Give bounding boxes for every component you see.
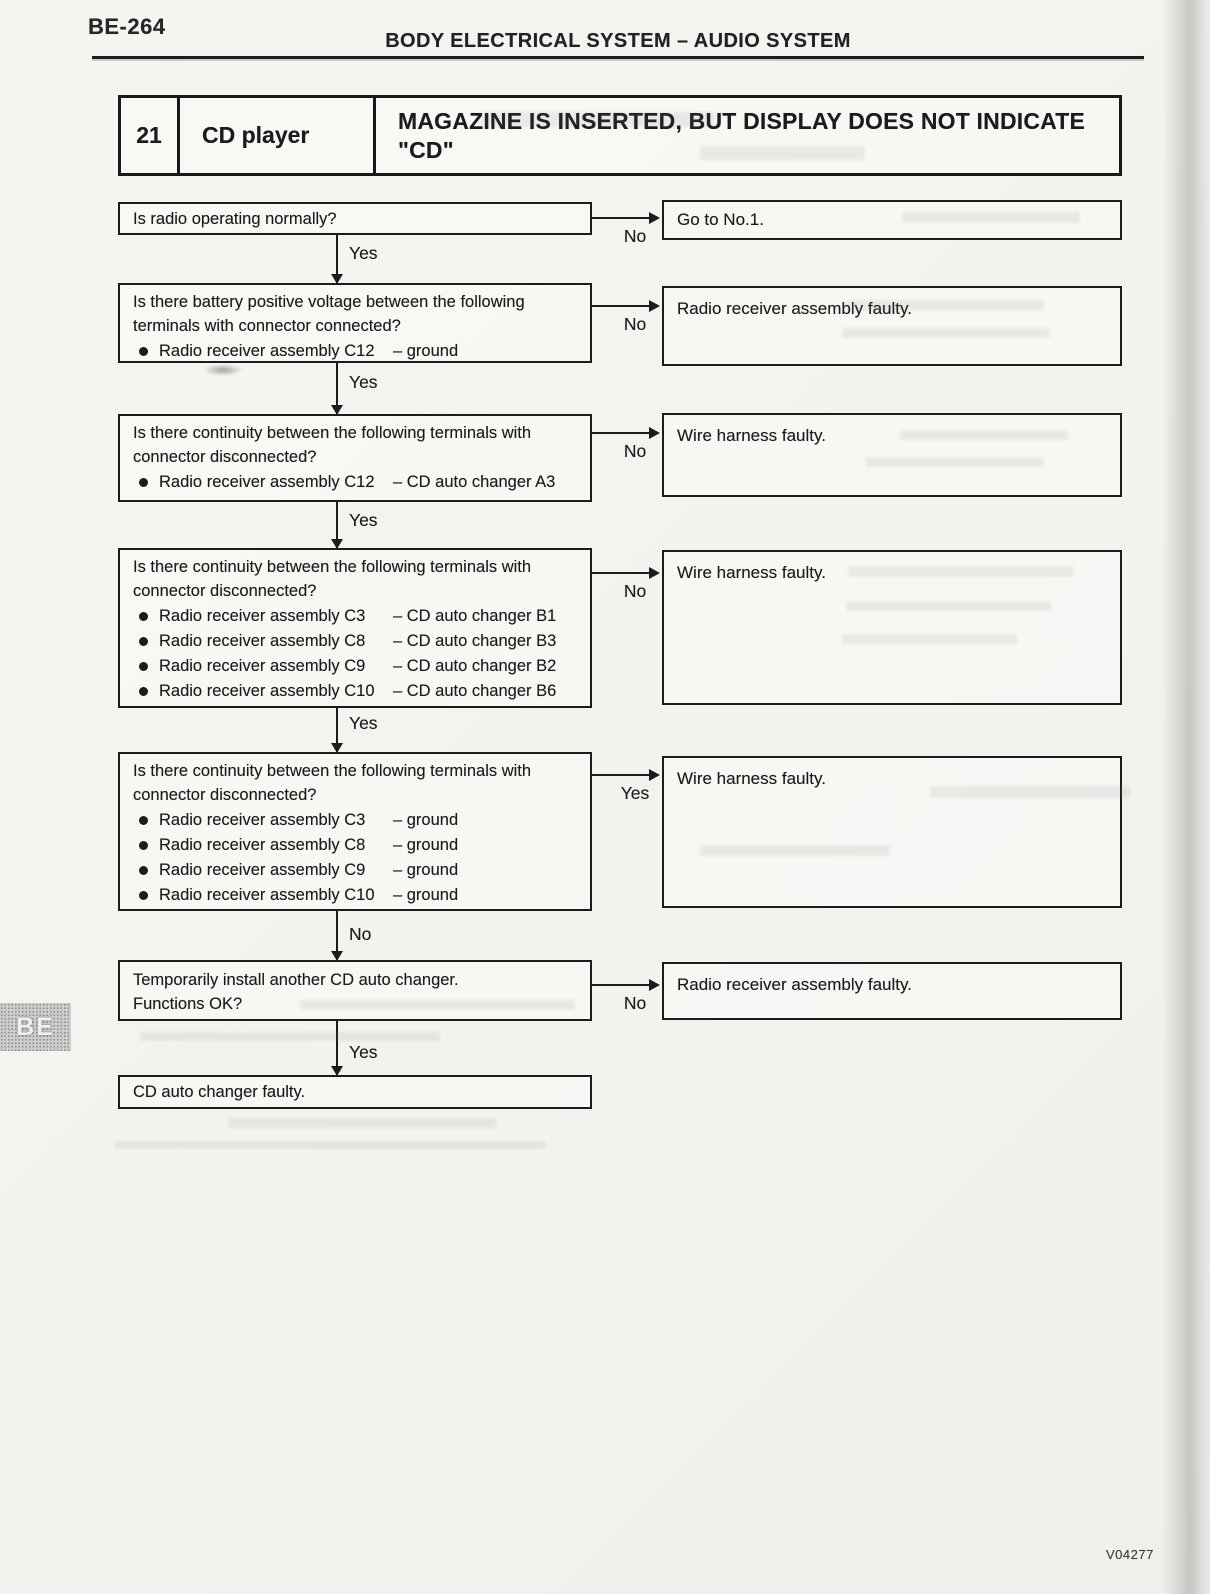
step-2-continue-connector	[336, 363, 338, 414]
check-item	[133, 808, 579, 832]
bleedthrough-artifact	[846, 601, 1051, 611]
bleedthrough-artifact	[480, 112, 715, 127]
step-4-continue-connector	[336, 708, 338, 752]
step-4-result: Wire harness faulty.	[677, 563, 826, 582]
step-3-branch-label: No	[623, 441, 647, 461]
bleedthrough-artifact	[866, 457, 1044, 467]
step-6-result: Radio receiver assembly faulty.	[677, 975, 912, 994]
check-item-pair: – CD auto changer B1	[393, 607, 557, 625]
check-item	[133, 470, 579, 494]
step-6-question-line2: Functions OK?	[133, 995, 243, 1013]
check-item-pair: – CD auto changer B6	[393, 682, 557, 700]
step-3-question: Is there continuity between the following terminals with connector disconnected?	[133, 424, 532, 466]
bullet-icon	[139, 866, 148, 875]
section-title: BODY ELECTRICAL SYSTEM – AUDIO SYSTEM	[385, 30, 851, 52]
check-item	[133, 858, 579, 882]
step-2-branch-arrow	[592, 305, 658, 307]
problem-symptom: MAGAZINE IS INSERTED, BUT DISPLAY DOES NOT INDICATE "CD"	[398, 107, 1086, 163]
step-6-result-box	[662, 962, 1122, 1020]
final-result: CD auto changer faulty.	[133, 1083, 306, 1101]
bleedthrough-artifact	[848, 566, 1073, 577]
step-4-branch-arrow	[592, 572, 658, 574]
check-item	[133, 629, 579, 653]
step-1-branch-arrow	[592, 217, 658, 219]
bullet-icon	[139, 687, 148, 696]
check-item-pair: – ground	[393, 886, 459, 904]
step-1-continue-label: Yes	[349, 243, 378, 263]
bullet-icon	[139, 478, 148, 487]
check-item-terminal: Radio receiver assembly C10	[159, 886, 375, 904]
step-1-question: Is radio operating normally?	[133, 209, 337, 228]
figure-code: V04277	[1106, 1547, 1154, 1562]
step-3-continue-label: Yes	[349, 510, 378, 530]
step-6-continue-connector	[336, 1021, 338, 1075]
check-item-terminal: Radio receiver assembly C3	[159, 811, 366, 829]
step-2-question: Is there battery positive voltage between the following terminals with connector connected?	[133, 293, 525, 335]
check-item-terminal: Radio receiver assembly C12	[159, 342, 375, 360]
arrow-right-icon	[649, 769, 660, 781]
step-2-result-box	[662, 286, 1122, 366]
step-6-continue-label: Yes	[349, 1042, 378, 1062]
check-item-terminal: Radio receiver assembly C9	[159, 657, 366, 675]
bullet-icon	[139, 612, 148, 621]
arrow-right-icon	[649, 212, 660, 224]
check-item-terminal: Radio receiver assembly C3	[159, 607, 366, 625]
arrow-right-icon	[649, 979, 660, 991]
check-item-pair: – CD auto changer A3	[393, 473, 556, 491]
step-3-result-box	[662, 413, 1122, 497]
check-item	[133, 883, 579, 907]
step-4-continue-label: Yes	[349, 713, 378, 733]
check-item	[133, 604, 579, 628]
step-6-question: Temporarily install another CD auto changer.	[133, 971, 459, 989]
step-3-branch-arrow	[592, 432, 658, 434]
bullet-icon	[139, 662, 148, 671]
check-item-pair: – ground	[393, 342, 459, 360]
step-4-question-box	[118, 548, 592, 708]
final-result-box	[118, 1075, 592, 1109]
check-item	[133, 833, 579, 857]
step-6-question-box	[118, 960, 592, 1021]
problem-component: CD player	[180, 98, 376, 173]
check-item-terminal: Radio receiver assembly C12	[159, 473, 375, 491]
bullet-icon	[139, 347, 148, 356]
bleedthrough-artifact	[300, 1000, 575, 1010]
check-item-pair: – ground	[393, 861, 459, 879]
bullet-icon	[139, 891, 148, 900]
bleedthrough-artifact	[700, 146, 865, 160]
step-5-question: Is there continuity between the following terminals with connector disconnected?	[133, 762, 532, 804]
step-5-result-box	[662, 756, 1122, 908]
step-5-question-box	[118, 752, 592, 911]
step-2-result: Radio receiver assembly faulty.	[677, 299, 912, 318]
step-1-continue-connector	[336, 235, 338, 283]
arrow-right-icon	[649, 300, 660, 312]
check-item-pair: – ground	[393, 836, 459, 854]
bleedthrough-artifact	[115, 1141, 545, 1149]
step-5-continue-label: No	[349, 924, 372, 944]
step-2-branch-label: No	[623, 314, 647, 334]
check-item	[133, 654, 579, 678]
step-5-result: Wire harness faulty.	[677, 769, 826, 788]
check-item-pair: – CD auto changer B2	[393, 657, 557, 675]
check-item-terminal: Radio receiver assembly C8	[159, 836, 366, 854]
step-5-branch-arrow	[592, 774, 658, 776]
page-number: BE-264	[88, 14, 166, 39]
step-3-result: Wire harness faulty.	[677, 426, 826, 445]
bleedthrough-artifact	[930, 786, 1130, 798]
scan-smudge-artifact	[203, 364, 243, 376]
bullet-icon	[139, 637, 148, 646]
step-4-question: Is there continuity between the following terminals with connector disconnected?	[133, 558, 532, 600]
step-5-continue-connector	[336, 911, 338, 960]
step-3-continue-connector	[336, 502, 338, 548]
check-item-terminal: Radio receiver assembly C8	[159, 632, 366, 650]
check-item-terminal: Radio receiver assembly C9	[159, 861, 366, 879]
bullet-icon	[139, 816, 148, 825]
header-rule	[92, 56, 1144, 59]
arrow-right-icon	[649, 427, 660, 439]
step-4-branch-label: No	[623, 581, 647, 601]
step-3-question-box	[118, 414, 592, 502]
check-item	[133, 339, 579, 363]
section-side-tab: BE	[0, 1003, 71, 1051]
problem-number: 21	[121, 98, 180, 173]
step-1-result: Go to No.1.	[677, 210, 764, 229]
step-1-branch-label: No	[623, 226, 647, 246]
problem-title-block	[118, 95, 1122, 176]
check-item-pair: – CD auto changer B3	[393, 632, 557, 650]
step-2-continue-label: Yes	[349, 372, 378, 392]
bleedthrough-artifact	[900, 430, 1068, 440]
step-6-branch-label: No	[623, 993, 647, 1013]
check-item-pair: – ground	[393, 811, 459, 829]
check-item-terminal: Radio receiver assembly C10	[159, 682, 375, 700]
bleedthrough-artifact	[842, 634, 1017, 644]
step-2-question-box	[118, 283, 592, 363]
bleedthrough-artifact	[846, 300, 1044, 311]
step-5-branch-label: Yes	[620, 783, 650, 803]
step-1-question-box	[118, 202, 592, 235]
bullet-icon	[139, 841, 148, 850]
bleedthrough-artifact	[842, 328, 1050, 338]
bleedthrough-artifact	[228, 1118, 496, 1128]
arrow-right-icon	[649, 567, 660, 579]
bleedthrough-artifact	[140, 1032, 440, 1041]
step-6-branch-arrow	[592, 984, 658, 986]
check-item	[133, 679, 579, 703]
bleedthrough-artifact	[902, 212, 1080, 223]
bleedthrough-artifact	[700, 845, 890, 856]
scan-edge-shadow	[1162, 0, 1210, 1594]
